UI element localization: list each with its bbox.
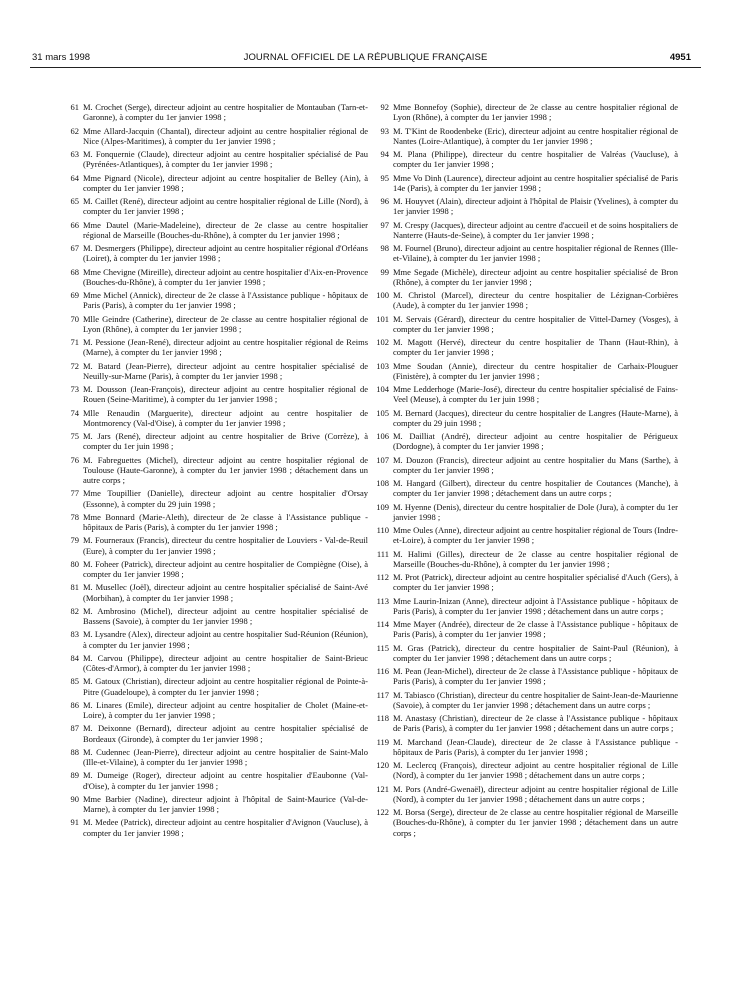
- item-number: 84: [70, 652, 79, 663]
- item-number: 91: [70, 817, 79, 828]
- item-number: 92: [380, 102, 389, 112]
- item-number: 97: [380, 219, 389, 230]
- item-text: M. Ambrosino (Michel), directeur adjoint au centre hospitalier spécialisé de Bassens (Savoie), à compter du 1er janvier 1998 ;: [83, 605, 368, 626]
- item-number: 87: [70, 723, 79, 734]
- list-item: [365, 290, 678, 311]
- item-number: 104: [376, 384, 389, 394]
- list-item: [55, 512, 368, 533]
- list-item: [55, 723, 368, 744]
- list-item: [365, 173, 678, 194]
- item-text: M. Fonquernie (Claude), directeur adjoint au centre hospitalier spécialisé de Pau (Pyrénées-Atlantiques), à compter du 1er janvier 1998 ;: [83, 149, 368, 170]
- list-item: [55, 220, 368, 241]
- list-item: [365, 525, 678, 546]
- item-number: 70: [70, 313, 79, 324]
- list-item: [365, 243, 678, 264]
- list-item: [365, 267, 678, 288]
- item-number: 66: [70, 219, 79, 230]
- item-number: 108: [376, 478, 389, 488]
- list-item: [365, 643, 678, 664]
- item-number: 109: [376, 501, 389, 512]
- item-number: 103: [376, 360, 389, 371]
- list-item: [55, 126, 368, 147]
- item-text: M. Dumeige (Roger), directeur adjoint au centre hospitalier d'Eaubonne (Val-d'Oise), à compter du 1er janvier 1998 ;: [83, 770, 368, 791]
- list-item: [365, 408, 678, 429]
- item-text: M. Pessione (Jean-René), directeur adjoint au centre hospitalier régional de Reims (Marne), à compter du 1er janvier 1998 ;: [83, 337, 368, 358]
- list-item: [55, 455, 368, 486]
- item-number: 93: [380, 125, 389, 136]
- item-text: M. Crochet (Serge), directeur adjoint au centre hospitalier de Montauban (Tarn-et-Garonne), à compter du 1er janvier 1998 ;: [83, 102, 368, 123]
- list-item: [365, 807, 678, 838]
- item-text: M. Deixonne (Bernard), directeur adjoint au centre hospitalier spécialisé de Bordeaux (Gironde), à compter du 1er janvier 1998 ;: [83, 723, 368, 744]
- item-number: 95: [380, 172, 389, 183]
- item-number: 101: [376, 313, 389, 324]
- item-text: Mme Bonnefoy (Sophie), directeur de 2e classe au centre hospitalier régional de Lyon (Rhône), à compter du 1er janvier 1998 ;: [393, 102, 678, 123]
- item-number: 63: [70, 149, 79, 159]
- item-number: 82: [70, 605, 79, 616]
- item-number: 111: [376, 548, 389, 559]
- item-text: Mme Laurin-Inizan (Anne), directeur adjoint à l'Assistance publique - hôpitaux de Paris (Paris), à compter du 1er janvier 1998 ; détachement dans un autre corps ;: [393, 595, 678, 616]
- item-number: 121: [376, 783, 389, 794]
- item-text: M. Plana (Philippe), directeur du centre hospitalier de Valréas (Vaucluse), à compter du 1er janvier 1998 ;: [393, 149, 678, 170]
- item-text: M. T'Kint de Roodenbeke (Eric), directeur adjoint au centre hospitalier régional de Nantes (Loire-Atlantique), à compter du 1er janvier 1998 ;: [393, 125, 678, 146]
- list-item: [55, 629, 368, 650]
- item-text: M. Cudennec (Jean-Pierre), directeur adjoint au centre hospitalier de Saint-Malo (Ille-et-Vilaine), à compter du 1er janvier 1998 ;: [83, 746, 368, 767]
- item-number: 67: [70, 243, 79, 253]
- item-text: M. Fabreguettes (Michel), directeur adjoint au centre hospitalier régional de Toulouse (Haute-Garonne), à compter du 1er janvier 1998 ; détachement dans un autre corps ;: [83, 454, 368, 485]
- item-text: M. Hyenne (Denis), directeur du centre hospitalier de Dole (Jura), à compter du 1er janvier 1998 ;: [393, 501, 678, 522]
- list-item: [365, 666, 678, 687]
- item-number: 61: [70, 102, 79, 112]
- item-text: M. Batard (Jean-Pierre), directeur adjoint au centre hospitalier spécialisé de Neuilly-sur-Marne (Paris), à compter du 1er janvier 1998 ;: [83, 360, 368, 381]
- item-text: M. Carvou (Philippe), directeur adjoint au centre hospitalier de Saint-Brieuc (Côtes-d'Armor), à compter du 1er janvier 1998 ;: [83, 652, 368, 673]
- list-item: [365, 361, 678, 382]
- item-text: M. Servais (Gérard), directeur du centre hospitalier de Vittel-Darney (Vosges), à compter du 1er janvier 1998 ;: [393, 313, 678, 334]
- list-item: [365, 690, 678, 711]
- list-item: [55, 408, 368, 429]
- item-number: 114: [376, 619, 389, 629]
- item-text: Mme Segade (Michèle), directeur adjoint au centre hospitalier spécialisé de Bron (Rhône), à compter du 1er janvier 1998 ;: [393, 266, 678, 287]
- item-number: 78: [70, 511, 79, 522]
- item-number: 89: [70, 770, 79, 781]
- item-text: Mme Pignard (Nicole), directeur adjoint au centre hospitalier de Belley (Ain), à compter du 1er janvier 1998 ;: [83, 172, 368, 193]
- header-title: JOURNAL OFFICIEL DE LA RÉPUBLIQUE FRANÇAISE: [243, 52, 488, 63]
- list-item: [365, 572, 678, 593]
- item-text: M. Anastasy (Christian), directeur de 2e classe à l'Assistance publique - hôpitaux de Paris (Paris), à compter du 1er janvier 1998 ; détachement dans un autre corps ;: [393, 713, 678, 734]
- item-number: 81: [70, 582, 79, 593]
- list-item: [365, 196, 678, 217]
- list-item: [55, 559, 368, 580]
- list-item: [55, 582, 368, 603]
- item-text: M. Fourneraux (Francis), directeur du centre hospitalier de Louviers - Val-de-Reuil (Eure), à compter du 1er janvier 1998 ;: [83, 535, 368, 556]
- list-item: [55, 149, 368, 170]
- list-item: [55, 314, 368, 335]
- item-text: M. Dousson (Jean-François), directeur adjoint au centre hospitalier régional de Rouen (Seine-Maritime), à compter du 1er janvier 1998 ;: [83, 384, 368, 405]
- item-text: M. Pors (André-Gwenaël), directeur adjoint au centre hospitalier régional de Lille (Nord), à compter du 1er janvier 1998 ; détachement dans un autre corps ;: [393, 783, 678, 804]
- item-text: Mme Barbier (Nadine), directeur adjoint à l'hôpital de Saint-Maurice (Val-de-Marne), à compter du 1er janvier 1998 ;: [83, 793, 368, 814]
- list-item: [365, 384, 678, 405]
- item-text: M. Foheer (Patrick), directeur adjoint au centre hospitalier de Compiègne (Oise), à compter du 1er janvier 1998 ;: [83, 558, 368, 579]
- item-text: M. Musellec (Joël), directeur adjoint au centre hospitalier spécialisé de Saint-Avé (Morbihan), à compter du 1er janvier 1998 ;: [83, 582, 368, 603]
- list-item: [365, 619, 678, 640]
- item-number: 62: [70, 125, 79, 136]
- item-number: 86: [70, 699, 79, 710]
- item-text: M. Jars (René), directeur adjoint au centre hospitalier de Brive (Corrèze), à compter du 1er juin 1998 ;: [83, 431, 368, 452]
- item-number: 117: [376, 689, 389, 700]
- item-text: M. Gatoux (Christian), directeur adjoint au centre hospitalier régional de Pointe-à-Pitre (Guadeloupe), à compter du 1er janvier 1998 ;: [83, 676, 368, 697]
- item-text: Mme Ledderhoge (Marie-José), directeur du centre hospitalier spécialisé de Fains-Veel (Meuse), à compter du 1er juin 1998 ;: [393, 384, 678, 405]
- item-text: Mme Mayer (Andrée), directeur de 2e classe à l'Assistance publique - hôpitaux de Paris (Paris), à compter du 1er janvier 1998 ;: [393, 619, 678, 640]
- item-text: Mme Vo Dinh (Laurence), directeur adjoint au centre hospitalier spécialisé de Paris 14e (Paris), à compter du 1er janvier 1998 ;: [393, 172, 678, 193]
- item-text: M. Christol (Marcel), directeur du centre hospitalier de Lézignan-Corbières (Aude), à compter du 1er janvier 1998 ;: [393, 290, 678, 311]
- item-text: M. Bernard (Jacques), directeur du centre hospitalier de Langres (Haute-Marne), à compter du 29 juin 1998 ;: [393, 407, 678, 428]
- list-item: [55, 290, 368, 311]
- list-item: [55, 361, 368, 382]
- list-item: [55, 267, 368, 288]
- list-item: [365, 596, 678, 617]
- item-number: 79: [70, 535, 79, 546]
- item-number: 75: [70, 431, 79, 441]
- list-item: [55, 384, 368, 405]
- list-item: [55, 817, 368, 838]
- list-item: [365, 314, 678, 335]
- item-number: 119: [376, 736, 389, 747]
- item-number: 118: [376, 713, 389, 723]
- item-text: Mlle Renaudin (Marguerite), directeur adjoint au centre hospitalier de Montmorency (Val-d'Oise), à compter du 1er janvier 1998 ;: [83, 407, 368, 428]
- item-text: M. Hangard (Gilbert), directeur du centre hospitalier de Coutances (Manche), à compter du 1er janvier 1998 ; détachement dans un autre corps ;: [393, 478, 678, 499]
- item-number: 115: [376, 642, 389, 653]
- item-number: 65: [70, 196, 79, 206]
- item-number: 85: [70, 676, 79, 687]
- item-number: 73: [70, 384, 79, 394]
- item-text: M. Douzon (Francis), directeur adjoint au centre hospitalier du Mans (Sarthe), à compter du 1er janvier 1998 ;: [393, 454, 678, 475]
- item-number: 71: [70, 337, 79, 347]
- item-number: 110: [376, 525, 389, 535]
- list-item: [55, 488, 368, 509]
- item-text: M. Tabiasco (Christian), directeur du centre hospitalier de Saint-Jean-de-Maurienne (Savoie), à compter du 1er janvier 1998 ; détachement dans un autre corps ;: [393, 689, 678, 710]
- item-text: M. Medee (Patrick), directeur adjoint au centre hospitalier d'Avignon (Vaucluse), à compter du 1er janvier 1998 ;: [83, 817, 368, 838]
- list-item: [365, 760, 678, 781]
- list-item: [365, 502, 678, 523]
- item-number: 80: [70, 558, 79, 569]
- list-item: [55, 770, 368, 791]
- item-text: M. Gras (Patrick), directeur du centre hospitalier de Saint-Paul (Réunion), à compter du 1er janvier 1998 ; détachement dans un autre corps ;: [393, 642, 678, 663]
- item-number: 107: [376, 454, 389, 465]
- list-item: [55, 606, 368, 627]
- item-number: 120: [376, 760, 389, 770]
- header-date: 31 mars 1998: [32, 52, 91, 63]
- item-number: 116: [376, 666, 389, 676]
- list-item: [365, 102, 678, 123]
- item-number: 74: [70, 407, 79, 418]
- list-item: [55, 431, 368, 452]
- item-text: M. Dailliat (André), directeur adjoint au centre hospitalier de Périgueux (Dordogne), à compter du 1er janvier 1998 ;: [393, 431, 678, 452]
- item-text: M. Magott (Hervé), directeur du centre hospitalier de Thann (Haut-Rhin), à compter du 1er janvier 1998 ;: [393, 337, 678, 358]
- item-text: Mme Oules (Anne), directeur adjoint au centre hospitalier régional de Tours (Indre-et-Loire), à compter du 1er janvier 1998 ;: [393, 525, 678, 546]
- item-text: Mme Soudan (Annie), directeur du centre hospitalier de Carhaix-Plouguer (Finistère), à compter du 1er janvier 1998 ;: [393, 360, 678, 381]
- item-text: Mme Dautel (Marie-Madeleine), directeur de 2e classe au centre hospitalier régional de Marseille (Bouches-du-Rhône), à compter du 1er janvier 1998 ;: [83, 219, 368, 240]
- item-number: 64: [70, 172, 79, 183]
- item-number: 98: [380, 243, 389, 253]
- list-item: [365, 455, 678, 476]
- list-item: [365, 784, 678, 805]
- item-number: 113: [376, 595, 389, 606]
- list-item: [365, 478, 678, 499]
- item-text: M. Prot (Patrick), directeur adjoint au centre hospitalier spécialisé d'Auch (Gers), à compter du 1er janvier 1998 ;: [393, 572, 678, 593]
- item-number: 96: [380, 196, 389, 206]
- item-number: 88: [70, 746, 79, 757]
- item-text: M. Marchand (Jean-Claude), directeur de 2e classe à l'Assistance publique - hôpitaux de Paris (Paris), à compter du 1er janvier 1998 ;: [393, 736, 678, 757]
- list-item: [365, 220, 678, 241]
- item-text: Mme Toupillier (Danielle), directeur adjoint au centre hospitalier d'Orsay (Essonne), à compter du 29 juin 1998 ;: [83, 488, 368, 509]
- list-item: [365, 549, 678, 570]
- list-item: [365, 126, 678, 147]
- item-text: M. Halimi (Gilles), directeur de 2e classe au centre hospitalier régional de Marseille (Bouches-du-Rhône), à compter du 1er janvier 1998 ;: [393, 548, 678, 569]
- item-text: Mme Bonnard (Marie-Aleth), directeur de 2e classe à l'Assistance publique - hôpitaux de Paris (Paris), à compter du 1er janvier 1998 ;: [83, 511, 368, 532]
- item-text: Mme Michel (Annick), directeur de 2e classe à l'Assistance publique - hôpitaux de Paris (Paris), à compter du 1er janvier 1998 ;: [83, 290, 368, 311]
- item-number: 100: [376, 290, 389, 300]
- list-item: [55, 102, 368, 123]
- item-number: 99: [380, 266, 389, 277]
- item-number: 76: [70, 454, 79, 465]
- item-text: M. Houyvet (Alain), directeur adjoint à l'hôpital de Plaisir (Yvelines), à compter du 1er janvier 1998 ;: [393, 196, 678, 217]
- list-item: [365, 737, 678, 758]
- item-text: M. Linares (Emile), directeur adjoint au centre hospitalier de Cholet (Maine-et-Loire), à compter du 1er janvier 1998 ;: [83, 699, 368, 720]
- page-header: [0, 52, 731, 68]
- item-text: M. Lysandre (Alex), directeur adjoint au centre hospitalier Sud-Réunion (Réunion), à compter du 1er janvier 1998 ;: [83, 629, 368, 650]
- list-item: [55, 700, 368, 721]
- item-text: M. Caillet (René), directeur adjoint au centre hospitalier régional de Lille (Nord), à compter du 1er janvier 1998 ;: [83, 196, 368, 217]
- item-text: M. Desmergers (Philippe), directeur adjoint au centre hospitalier régional d'Orléans (Loiret), à compter du 1er janvier 1998 ;: [83, 243, 368, 264]
- item-number: 106: [376, 431, 389, 441]
- item-text: Mme Allard-Jacquin (Chantal), directeur adjoint au centre hospitalier régional de Nice (Alpes-Maritimes), à compter du 1er janvier 1998 ;: [83, 125, 368, 146]
- item-text: Mme Chevigne (Mireille), directeur adjoint au centre hospitalier d'Aix-en-Provence (Bouches-du-Rhône), à compter du 1er janvier 1998 ;: [83, 266, 368, 287]
- left-column: [55, 102, 368, 841]
- list-item: [365, 337, 678, 358]
- list-item: [55, 173, 368, 194]
- list-item: [55, 243, 368, 264]
- list-item: [55, 653, 368, 674]
- list-item: [365, 149, 678, 170]
- item-number: 83: [70, 629, 79, 640]
- item-number: 112: [376, 572, 389, 582]
- item-number: 77: [70, 488, 79, 499]
- list-item: [55, 676, 368, 697]
- item-number: 90: [70, 793, 79, 804]
- list-item: [55, 794, 368, 815]
- item-text: M. Leclercq (François), directeur adjoint au centre hospitalier régional de Lille (Nord), à compter du 1er janvier 1998 ; détachement dans un autre corps ;: [393, 760, 678, 781]
- item-text: M. Borsa (Serge), directeur de 2e classe au centre hospitalier régional de Marseille (Bouches-du-Rhône), à compter du 1er janvier 1998 ; détachement dans un autre corps ;: [393, 807, 678, 838]
- list-item: [55, 747, 368, 768]
- item-number: 122: [376, 807, 389, 817]
- list-item: [55, 535, 368, 556]
- list-item: [55, 196, 368, 217]
- item-number: 102: [376, 337, 389, 347]
- item-number: 105: [376, 407, 389, 418]
- item-text: Mlle Geindre (Catherine), directeur de 2e classe au centre hospitalier régional de Lyon (Rhône), à compter du 1er janvier 1998 ;: [83, 313, 368, 334]
- list-item: [365, 713, 678, 734]
- item-number: 69: [70, 290, 79, 300]
- item-number: 94: [380, 149, 389, 159]
- item-text: M. Crespy (Jacques), directeur adjoint au centre d'accueil et de soins hospitaliers de Nanterre (Hauts-de-Seine), à compter du 1er janvier 1998 ;: [393, 219, 678, 240]
- item-number: 72: [70, 360, 79, 371]
- item-text: M. Fournel (Bruno), directeur adjoint au centre hospitalier régional de Rennes (Ille-et-Vilaine), à compter du 1er janvier 1998 ;: [393, 243, 678, 264]
- list-item: [55, 337, 368, 358]
- item-text: M. Pean (Jean-Michel), directeur de 2e classe à l'Assistance publique - hôpitaux de Paris (Paris), à compter du 1er janvier 1998 ;: [393, 666, 678, 687]
- header-rule: [30, 67, 701, 68]
- page-number: 4951: [669, 52, 691, 63]
- item-number: 68: [70, 266, 79, 277]
- list-item: [365, 431, 678, 452]
- right-column: [365, 102, 678, 841]
